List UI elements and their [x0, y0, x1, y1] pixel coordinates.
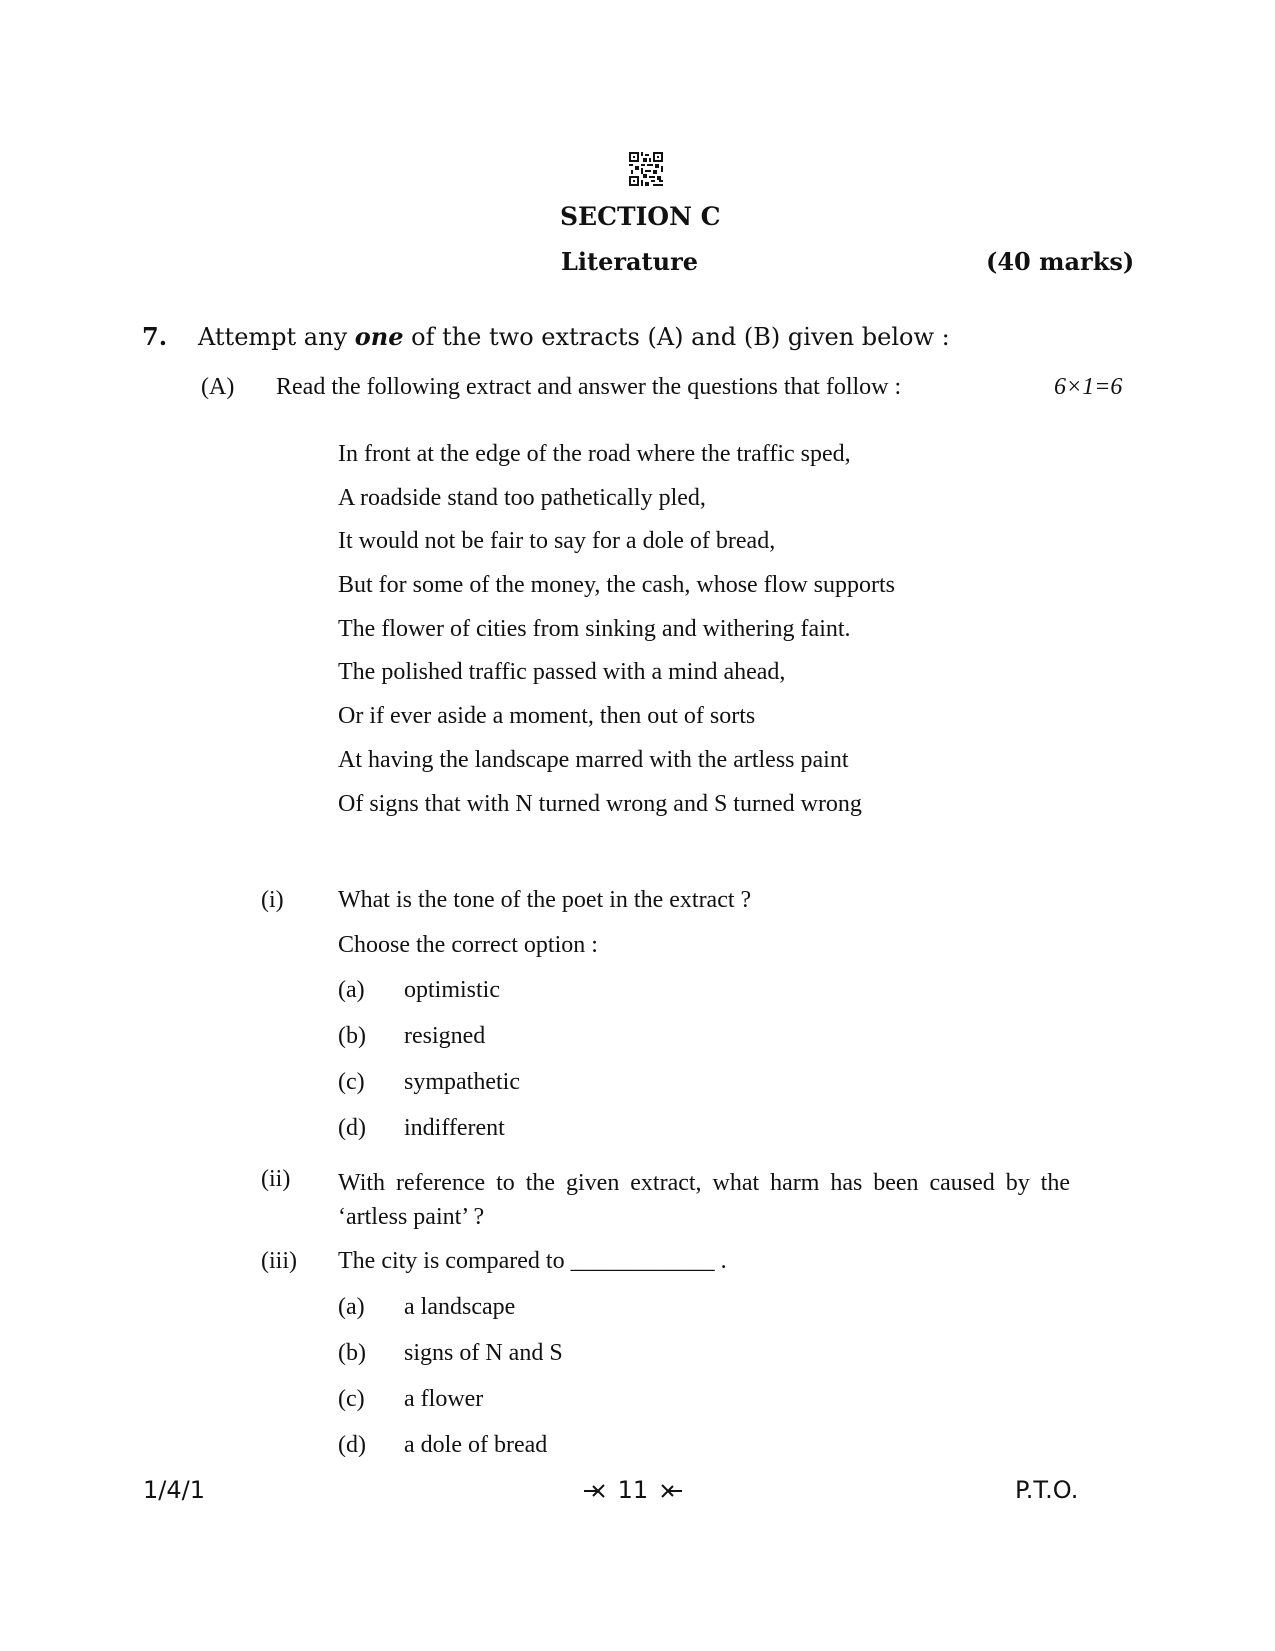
- subquestion-text: The city is compared to ____________ .: [338, 1248, 727, 1274]
- option-label: (b): [338, 1023, 366, 1049]
- option-label: (d): [338, 1432, 366, 1458]
- option-text: a landscape: [404, 1294, 516, 1320]
- page-ornament-right-icon: [660, 1484, 682, 1498]
- question-number: 7.: [142, 322, 168, 351]
- option-text: resigned: [404, 1023, 486, 1049]
- option-label: (d): [338, 1115, 366, 1141]
- option-text: sympathetic: [404, 1069, 520, 1095]
- page-number-value: 11: [617, 1476, 649, 1504]
- option-label: (b): [338, 1340, 366, 1366]
- poem-line: Of signs that with N turned wrong and S turned wrong: [338, 790, 862, 817]
- subquestion-prompt: Choose the correct option :: [338, 932, 598, 958]
- option-label: (c): [338, 1386, 365, 1412]
- subquestion-label: (ii): [261, 1166, 291, 1192]
- poem-line: At having the landscape marred with the artless paint: [338, 746, 849, 773]
- option-text: signs of N and S: [404, 1340, 563, 1366]
- option-label: (a): [338, 977, 365, 1003]
- page-ornament-left-icon: [584, 1484, 606, 1498]
- option-text: a dole of bread: [404, 1432, 548, 1458]
- question-instruction: Attempt any one of the two extracts (A) and (B) given below :: [198, 322, 950, 351]
- qr-code-icon: [629, 152, 663, 186]
- poem-line: It would not be fair to say for a dole of bread,: [338, 528, 776, 555]
- poem-line: The polished traffic passed with a mind ahead,: [338, 659, 786, 686]
- option-label: (c): [338, 1069, 365, 1095]
- option-text: optimistic: [404, 977, 500, 1003]
- section-title: SECTION C: [560, 202, 721, 231]
- page-number: [584, 1476, 682, 1504]
- option-text: indifferent: [404, 1115, 505, 1141]
- section-marks: (40 marks): [986, 247, 1135, 276]
- option-label: (a): [338, 1294, 365, 1320]
- subquestion-text: What is the tone of the poet in the extract ?: [338, 887, 752, 913]
- poem-line: Or if ever aside a moment, then out of sorts: [338, 703, 756, 730]
- poem-line: But for some of the money, the cash, whose flow supports: [338, 572, 896, 599]
- poem-line: In front at the edge of the road where the traffic sped,: [338, 441, 851, 467]
- poem-line: The flower of cities from sinking and withering faint.: [338, 615, 851, 642]
- poem-extract: [338, 440, 895, 833]
- pto-label: P.T.O.: [1015, 1476, 1079, 1504]
- part-a-instruction: Read the following extract and answer the questions that follow :: [276, 374, 902, 400]
- subject-title: Literature: [561, 247, 698, 276]
- subquestion-text: With reference to the given extract, what harm has been caused by the ‘artless paint’ ?: [338, 1170, 1070, 1230]
- part-a-marks: 6×1=6: [1054, 374, 1123, 400]
- subquestion-label: (i): [261, 887, 284, 913]
- option-text: a flower: [404, 1386, 484, 1412]
- part-a-label: (A): [201, 374, 235, 400]
- paper-code: 1/4/1: [143, 1476, 205, 1504]
- subquestion-label: (iii): [261, 1248, 297, 1274]
- poem-line: A roadside stand too pathetically pled,: [338, 484, 706, 511]
